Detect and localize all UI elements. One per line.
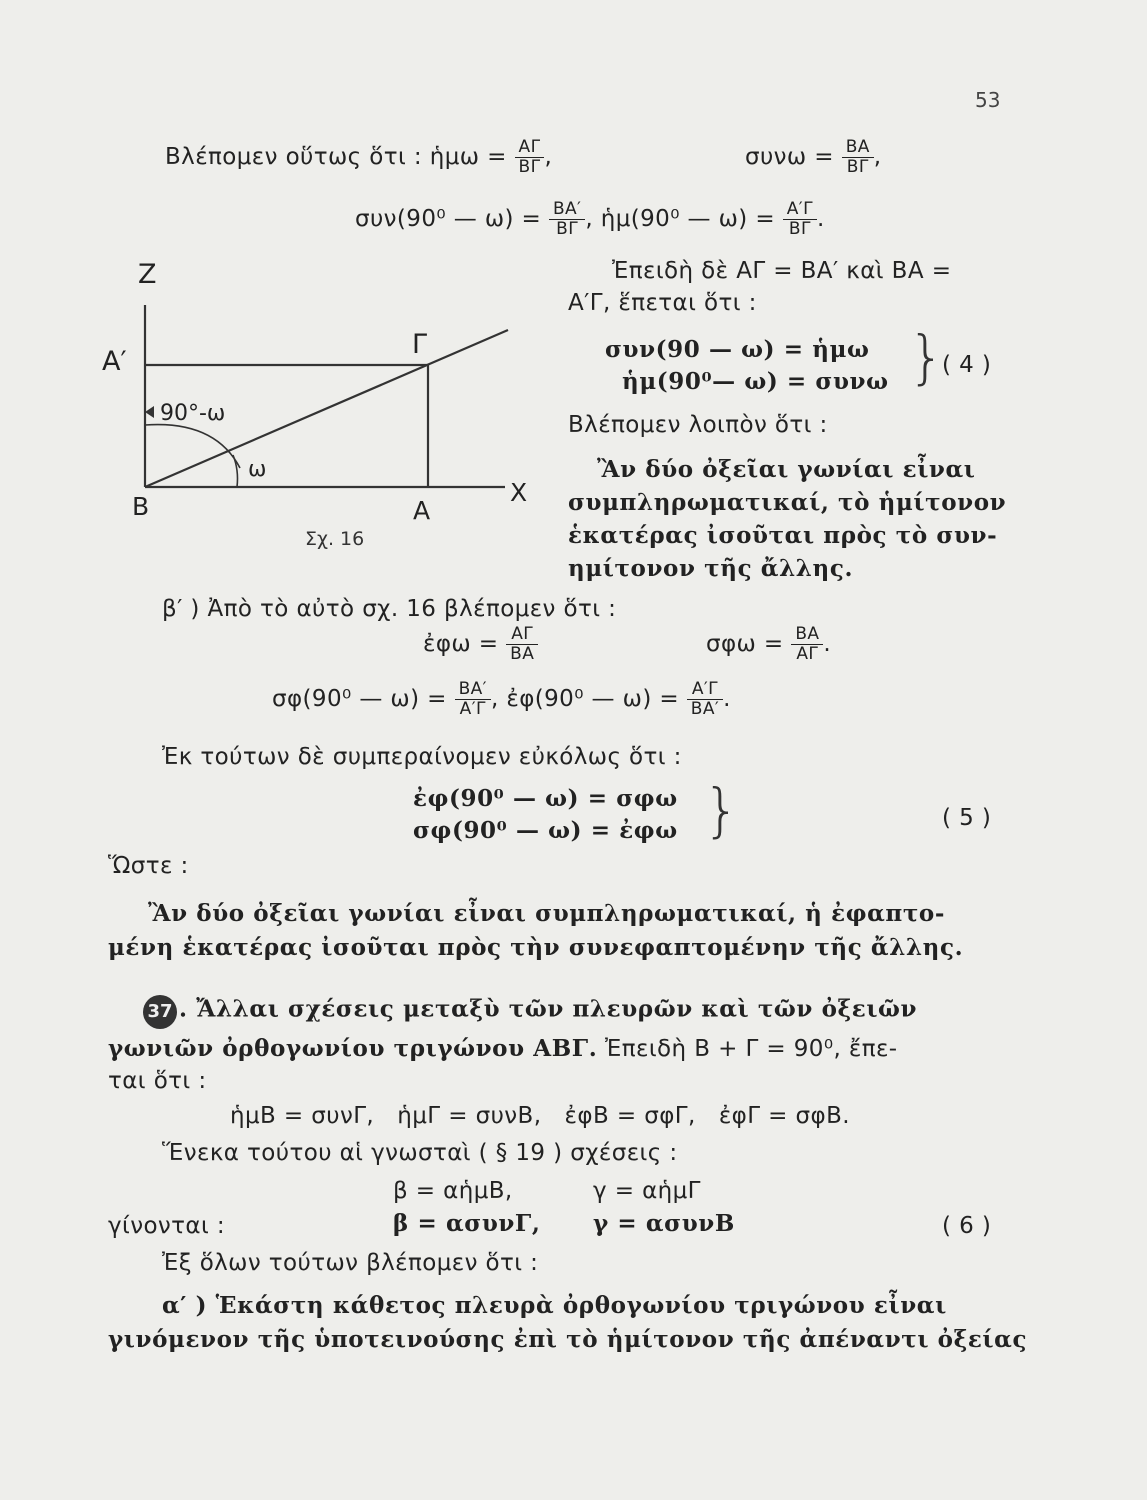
final-line-1: α′ ) Ἑκάστη κάθετος πλευρὰ ὀρθογωνίου τριγώνου εἶναι [162, 1292, 947, 1319]
fraction-syno: $\frac{BA}{B\Gamma}$ [842, 138, 874, 177]
section-title-2: γωνιῶν ὀρθογωνίου τριγώνου ΑΒΓ. [108, 1035, 598, 1062]
right-brace: } [908, 323, 945, 391]
bold-equation-4: σφ(90⁰ — ω) = ἐφω [413, 817, 678, 844]
eq-ef90-lhs: ἐφ(90⁰ — ω) = [506, 686, 680, 712]
eq-beta-hm: β = αἡμΒ, [393, 1178, 513, 1204]
equation-efo [423, 625, 538, 664]
theorem-2-line-2: μένη ἑκατέρας ἰσοῦται πρὸς τὴν συνεφαπτομένην τῆς ἄλλης. [108, 934, 964, 961]
eq-gamma-hm: γ = αἡμΓ [593, 1178, 701, 1204]
arrow-head [145, 406, 154, 418]
eq-sfo-lhs: σφω = [706, 631, 784, 657]
bold-equation-2: ἡμ(90⁰— ω) = συνω [622, 368, 889, 395]
since-line-1: Ἐπειδὴ δὲ ΑΓ = ΒΑ′ καὶ ΒΑ = [612, 258, 952, 284]
fraction-ef90: $\frac{A'\Gamma}{BA'}$ [687, 680, 723, 719]
eq-efo-lhs: ἐφω = [423, 631, 499, 657]
fraction-efo: $\frac{A\Gamma}{BA}$ [506, 625, 538, 664]
label-z: Z [138, 259, 157, 290]
eq-hmo-lhs: ἡμω = [429, 144, 507, 170]
label-a-prime: Α′ [102, 346, 127, 377]
beta-line: β′ ) Ἀπὸ τὸ αὐτὸ σχ. 16 βλέπομεν ὅτι : [162, 596, 617, 622]
section-number-badge: 37 [143, 995, 177, 1029]
bold-equation-3: ἐφ(90⁰ — ω) = σφω [413, 785, 678, 812]
ginontai-text: γίνονται : [108, 1213, 226, 1239]
from-all-text: Ἐξ ὅλων τούτων βλέπομεν ὅτι : [162, 1250, 539, 1276]
eq-syn90-lhs: συν(90⁰ — ω) = [355, 206, 542, 232]
fraction-hm90: $\frac{A'\Gamma}{B\Gamma}$ [783, 200, 817, 239]
label-a: Α [413, 496, 431, 525]
fraction-hmo: $\frac{A\Gamma}{B\Gamma}$ [515, 138, 545, 177]
equation-row-1: Βλέπομεν οὕτως ὅτι : ἡμω = $\frac{A\Gamma}{B\Gamma}$ , [165, 137, 553, 177]
because-line: Ἕνεκα τούτου αἱ γνωσταὶ ( § 19 ) σχέσεις : [162, 1140, 678, 1166]
figure-caption: Σχ. 16 [305, 528, 365, 550]
theorem-1-line-3: ἑκατέρας ἰσοῦται πρὸς τὸ συν- [568, 522, 998, 549]
section-text-3: ται ὅτι : [108, 1068, 207, 1094]
eq-syno-lhs: συνω = [745, 144, 834, 170]
since-line-2: Α′Γ, ἕπεται ὅτι : [568, 290, 757, 316]
theorem-1-line-1: Ἂν δύο ὀξεῖαι γωνίαι εἶναι [597, 456, 976, 483]
bold-equation-1: συν(90 — ω) = ἡμω [605, 336, 870, 363]
relations-line: ἡμΒ = συνΓ, ἡμΓ = συνΒ, ἐφΒ = σφΓ, ἐφΓ = σφΒ. [230, 1103, 850, 1129]
angle-arc-complement [145, 425, 240, 468]
equation-syno: συνω = $\frac{BA}{B\Gamma}$ , [745, 137, 882, 177]
section-heading-line-1 [143, 995, 917, 1029]
intro-text: Βλέπομεν οὕτως ὅτι : [165, 144, 423, 170]
theorem-1-line-4: ημίτονον τῆς ἄλλης. [568, 555, 854, 582]
page-number: 53 [975, 88, 1001, 112]
equation-row-cot: σφ(90⁰ — ω) = $\frac{BA'}{A'\Gamma}$ , ἐφ(90⁰ — ω) = $\frac{A'\Gamma}{BA'}$ . [272, 679, 731, 719]
equation-label-5: ( 5 ) [942, 805, 992, 831]
conclude-line: Ἐκ τούτων δὲ συμπεραίνομεν εὐκόλως ὅτι : [162, 744, 682, 770]
theorem-1-line-2: συμπληρωματικαί, τὸ ἡμίτονον [568, 489, 1007, 516]
label-x: X [510, 478, 528, 507]
section-title-1: . Ἄλλαι σχέσεις μεταξὺ τῶν πλευρῶν καὶ τῶν ὀξειῶν [179, 995, 918, 1023]
eq-hm90-lhs: ἡμ(90⁰ — ω) = [600, 206, 776, 232]
figure-16 [100, 250, 560, 560]
so-we-see-text: Βλέπομεν λοιπὸν ὅτι : [568, 412, 828, 438]
section-heading-line-2 [108, 1035, 898, 1062]
angle-arc-omega [233, 455, 238, 487]
equation-label-4: ( 4 ) [942, 352, 992, 378]
label-gamma: Γ [412, 329, 428, 360]
fraction-sf90: $\frac{BA'}{A'\Gamma}$ [455, 680, 491, 719]
section-text-2: Ἐπειδὴ Β + Γ = 90⁰, ἔπε- [597, 1036, 898, 1062]
final-line-2: γινόμενον τῆς ὑποτεινούσης ἐπὶ τὸ ἡμίτονον τῆς ἀπέναντι ὀξείας [108, 1326, 1028, 1353]
bold-eq-gamma: γ = ασυνΒ [593, 1210, 735, 1237]
label-angle-complement: 90°-ω [160, 401, 226, 426]
eq-sf90-lhs: σφ(90⁰ — ω) = [272, 686, 447, 712]
bold-eq-beta: β = ασυνΓ, [393, 1210, 541, 1237]
equation-label-6: ( 6 ) [942, 1213, 992, 1239]
hoste-text: Ὥστε : [108, 853, 189, 879]
right-brace-5: } [703, 776, 740, 844]
fraction-syn90: $\frac{BA'}{B\Gamma}$ [549, 200, 585, 239]
equation-sfo: σφω = $\frac{BA}{A\Gamma}$ . [706, 624, 832, 664]
label-omega: ω [248, 457, 267, 482]
label-b: Β [132, 492, 150, 521]
fraction-sfo: $\frac{BA}{A\Gamma}$ [791, 625, 823, 664]
equation-row-2: συν(90⁰ — ω) = $\frac{BA'}{B\Gamma}$ , ἡμ(90⁰ — ω) = $\frac{A'\Gamma}{B\Gamma}$ . [355, 199, 825, 239]
theorem-2-line-1: Ἂν δύο ὀξεῖαι γωνίαι εἶναι συμπληρωματικαί, ἡ ἐφαπτο- [148, 900, 945, 927]
